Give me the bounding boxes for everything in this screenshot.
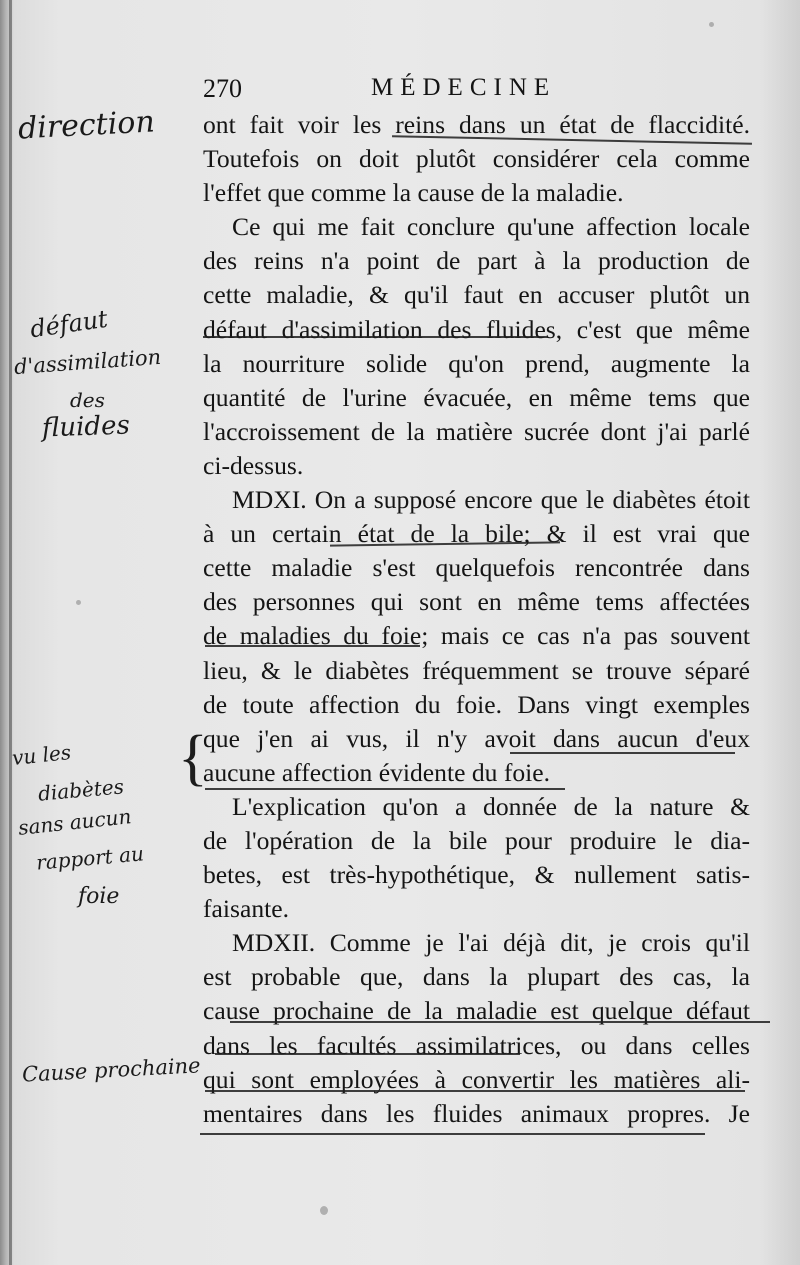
handwritten-underline [215, 1053, 520, 1055]
text-line: lieu, & le diabètes fréquemment se trouve séparé [203, 655, 750, 685]
margin-note: d'assimilation [13, 344, 162, 380]
margin-note: direction [17, 104, 156, 147]
text-line: la nourriture solide qu'on prend, augmente la [203, 348, 750, 378]
handwritten-underline [510, 752, 735, 754]
text-line: cette maladie, & qu'il faut en accuser plutôt un [203, 280, 750, 310]
handwritten-underline [205, 788, 565, 790]
text-line: ci-dessus. [203, 450, 304, 480]
text-line: Ce qui me fait conclure qu'une affection locale [232, 212, 750, 242]
text-line: l'effet que comme la cause de la maladie. [203, 178, 624, 208]
margin-note: sans aucun [17, 804, 133, 840]
text-line: à un certain état de la bile; & il est vrai que [203, 519, 750, 549]
handwritten-underline [200, 1133, 705, 1135]
text-line: MDXII. Comme je l'ai déjà dit, je crois qu'il [232, 928, 750, 958]
text-line: mentaires dans les fluides animaux propres. Je [203, 1098, 750, 1128]
text-line: de maladies du foie; mais ce cas n'a pas souvent [203, 621, 750, 651]
binding-gutter [9, 0, 12, 1265]
text-line: Toutefois on doit plutôt considérer cela comme [203, 144, 750, 174]
page-header [203, 70, 763, 106]
margin-note: diabètes [37, 774, 125, 806]
handwritten-underline [205, 645, 420, 647]
margin-note: vu les [10, 739, 73, 771]
page-number: 270 [203, 74, 242, 103]
margin-note: rapport au [35, 841, 145, 875]
running-title: MÉDECINE [371, 74, 557, 101]
handwritten-underline [230, 1021, 770, 1023]
text-line: cause prochaine de la maladie est quelque défaut [203, 996, 750, 1026]
text-line: est probable que, dans la plupart des cas, la [203, 962, 750, 992]
text-line: ont fait voir les reins dans un état de flaccidité. [203, 110, 750, 139]
text-line: faisante. [203, 894, 289, 924]
text-line: de l'opération de la bile pour produire le dia- [203, 825, 750, 855]
text-line: cette maladie s'est quelquefois rencontrée dans [203, 553, 750, 583]
margin-note: foie [78, 884, 120, 909]
text-line: MDXI. On a supposé encore que le diabètes étoit [232, 485, 750, 515]
text-line: que j'en ai vus, il n'y avoit dans aucun d'eux [203, 723, 750, 753]
text-line: betes, est très-hypothétique, & nullement satis- [203, 860, 750, 890]
margin-note: Cause prochaine [21, 1053, 202, 1087]
text-line: défaut d'assimilation des fluides, c'est que même [203, 314, 750, 344]
text-line: dans les facultés assimilatrices, ou dans celles [203, 1030, 750, 1060]
margin-note: des [70, 388, 105, 412]
ink-speck [76, 600, 81, 605]
margin-note: fluides [41, 410, 131, 444]
text-line: l'accroissement de la matière sucrée dont j'ai parlé [203, 416, 750, 446]
text-line: des personnes qui sont en même tems affectées [203, 587, 750, 617]
body-text [203, 108, 750, 1131]
text-line: qui sont employées à convertir les matières ali- [203, 1064, 750, 1094]
text-line: aucune affection évidente du foie. [203, 757, 551, 787]
text-line: des reins n'a point de part à la production de [203, 246, 750, 276]
text-line: L'explication qu'on a donnée de la nature & [232, 791, 750, 821]
text-line: de toute affection du foie. Dans vingt exemples [203, 689, 750, 719]
handwritten-underline [203, 336, 548, 338]
margin-note: défaut [28, 304, 110, 344]
handwritten-underline [205, 1090, 745, 1092]
ink-speck [709, 22, 714, 27]
text-line: quantité de l'urine évacuée, en même tems que [203, 382, 750, 412]
ink-speck [320, 1206, 328, 1215]
handwritten-brace: { [178, 724, 208, 792]
